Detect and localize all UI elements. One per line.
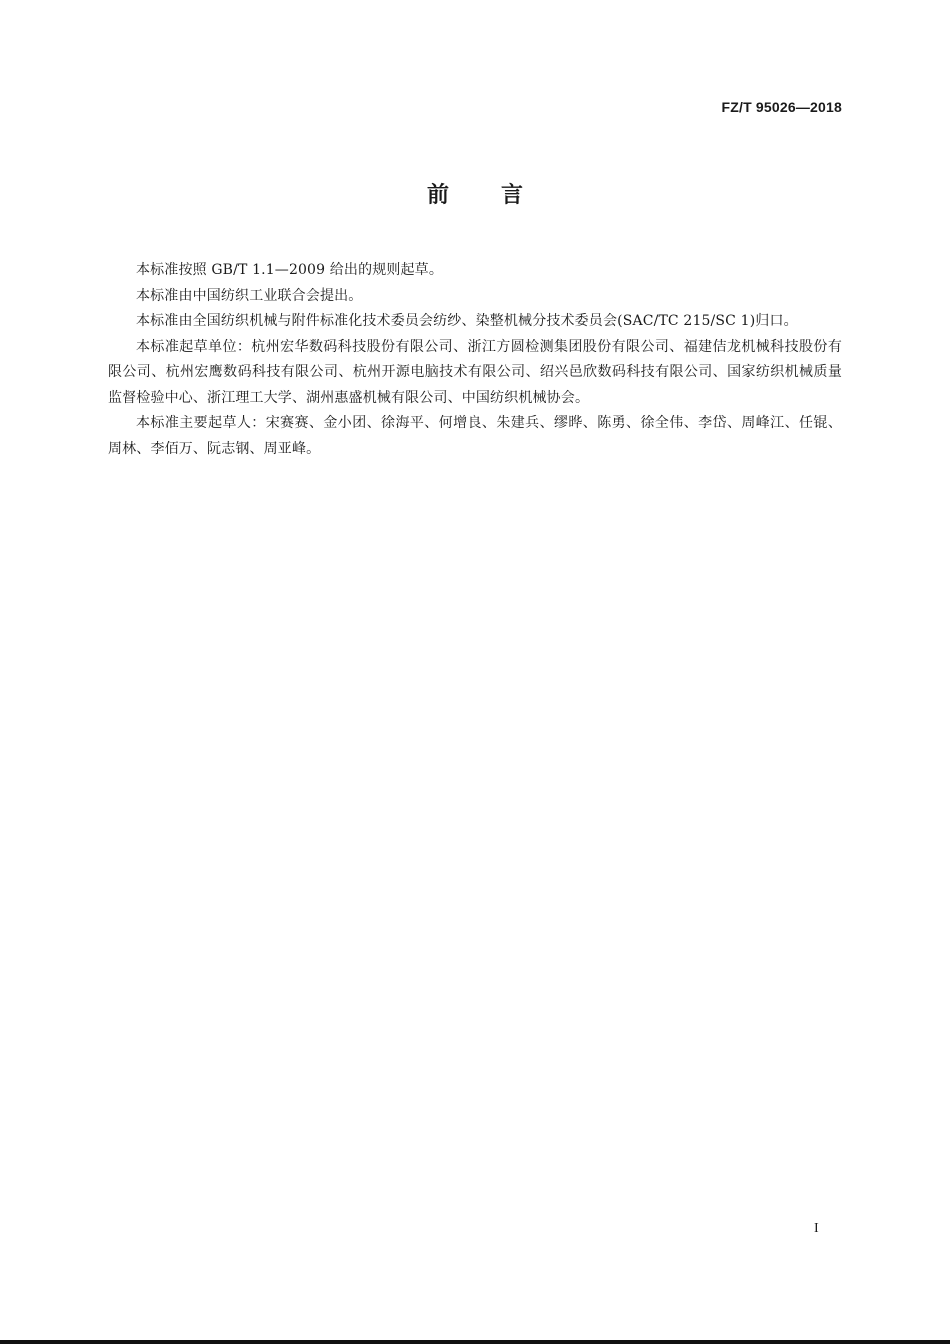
paragraph-drafting-units: 本标准起草单位：杭州宏华数码科技股份有限公司、浙江方圆检测集团股份有限公司、福建佶龙机械科技股份有限公司、杭州宏鹰数码科技有限公司、杭州开源电脑技术有限公司、绍兴邑欣数码科技有限公司、国家纺织机械质量监督检验中心、浙江理工大学、湖州惠盛机械有限公司、中国纺织机械协会。 <box>108 338 842 406</box>
title-char-1: 前 <box>426 183 449 208</box>
paragraph-proposed-by: 本标准由中国纺织工业联合会提出。 <box>136 287 363 304</box>
paragraph-main-drafters: 本标准主要起草人：宋赛赛、金小团、徐海平、何增良、朱建兵、缪晔、陈勇、徐全伟、李岱、周峰江、任锟、周林、李佰万、阮志钢、周亚峰。 <box>108 415 842 457</box>
title-char-2: 言 <box>501 183 524 208</box>
page-title <box>0 180 950 212</box>
paragraph-drafting-rules: 本标准按照 GB/T 1.1—2009 给出的规则起草。 <box>136 262 443 278</box>
bottom-border <box>0 1340 950 1344</box>
page-number: I <box>814 1221 819 1236</box>
standard-code: FZ/T 95026—2018 <box>721 99 842 115</box>
paragraph-under-jurisdiction: 本标准由全国纺织机械与附件标准化技术委员会纺纱、染整机械分技术委员会(SAC/TC 215/SC 1)归口。 <box>136 313 798 329</box>
foreword-body <box>108 258 842 462</box>
